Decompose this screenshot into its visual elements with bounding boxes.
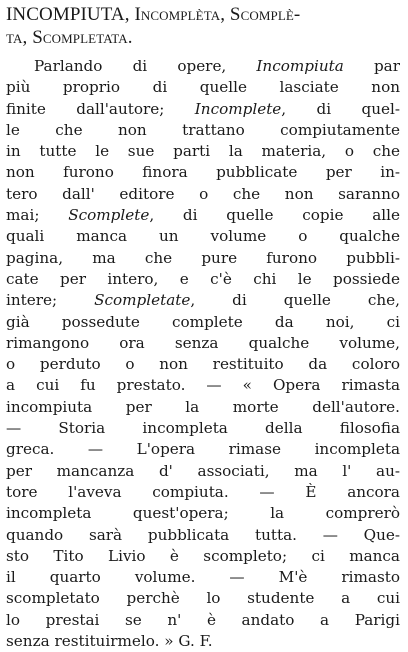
body-line-22: incompleta quest'opera; la comprerò: [6, 504, 400, 523]
body-line-17: incompiuta per la morte dell'autore.: [6, 397, 400, 416]
body-line-27: lo prestai se n' è andato a Parigi: [6, 610, 400, 629]
body-line-23: quando sarà pubblicata tutta. — Que-: [6, 525, 400, 544]
body-line-24: sto Tito Livio è scompleto; ci manca: [6, 546, 400, 565]
body-line-14: rimangono ora senza qualche volume,: [6, 333, 400, 352]
body-line-4: le che non trattano compiutamente: [6, 120, 400, 139]
body-line-19: greca. — L'opera rimase incompleta: [6, 440, 400, 459]
body-line-3: finite dall'autore; Incomplete, di quel-: [6, 99, 400, 118]
entry-heading: [6, 3, 400, 49]
body-line-20: per mancanza d' associati, ma l' au-: [6, 461, 400, 480]
body-line-21: tore l'aveva compiuta. — È ancora: [6, 482, 400, 501]
heading-line-1: INCOMPIUTA, Incomplèta, Scomplè-: [6, 4, 301, 25]
heading-line-2: ta, Scompletata.: [6, 27, 133, 48]
body-line-25: il quarto volume. — M'è rimasto: [6, 568, 400, 587]
body-line-7: tero dall' editore o che non saranno: [6, 184, 400, 203]
body-line-12: intere; Scompletate, di quelle che,: [6, 291, 400, 310]
body-line-9: quali manca un volume o qualche: [6, 227, 400, 246]
body-line-16: a cui fu prestato. — « Opera rimasta: [6, 376, 400, 395]
body-line-15: o perduto o non restituito da coloro: [6, 355, 400, 374]
body-line-6: non furono finora pubblicate per in-: [6, 163, 400, 182]
body-line-13: già possedute complete da noi, ci: [6, 312, 400, 331]
body-line-26: scompletato perchè lo studente a cui: [6, 589, 400, 608]
body-line-1: Parlando di opere, Incompiuta par: [34, 57, 400, 75]
body-line-18: — Storia incompleta della filosofia: [6, 419, 400, 438]
body-line-28: senza restituirmelo. » G. F.: [6, 632, 213, 651]
body-line-5: in tutte le sue parti la materia, o che: [6, 142, 400, 161]
entry-body: [6, 56, 400, 652]
body-line-10: pagina, ma che pure furono pubbli-: [6, 248, 400, 267]
body-line-2: più proprio di quelle lasciate non: [6, 78, 400, 97]
body-line-8: mai; Scomplete, di quelle copie alle: [6, 206, 400, 225]
body-line-11: cate per intero, e c'è chi le possiede: [6, 269, 400, 288]
